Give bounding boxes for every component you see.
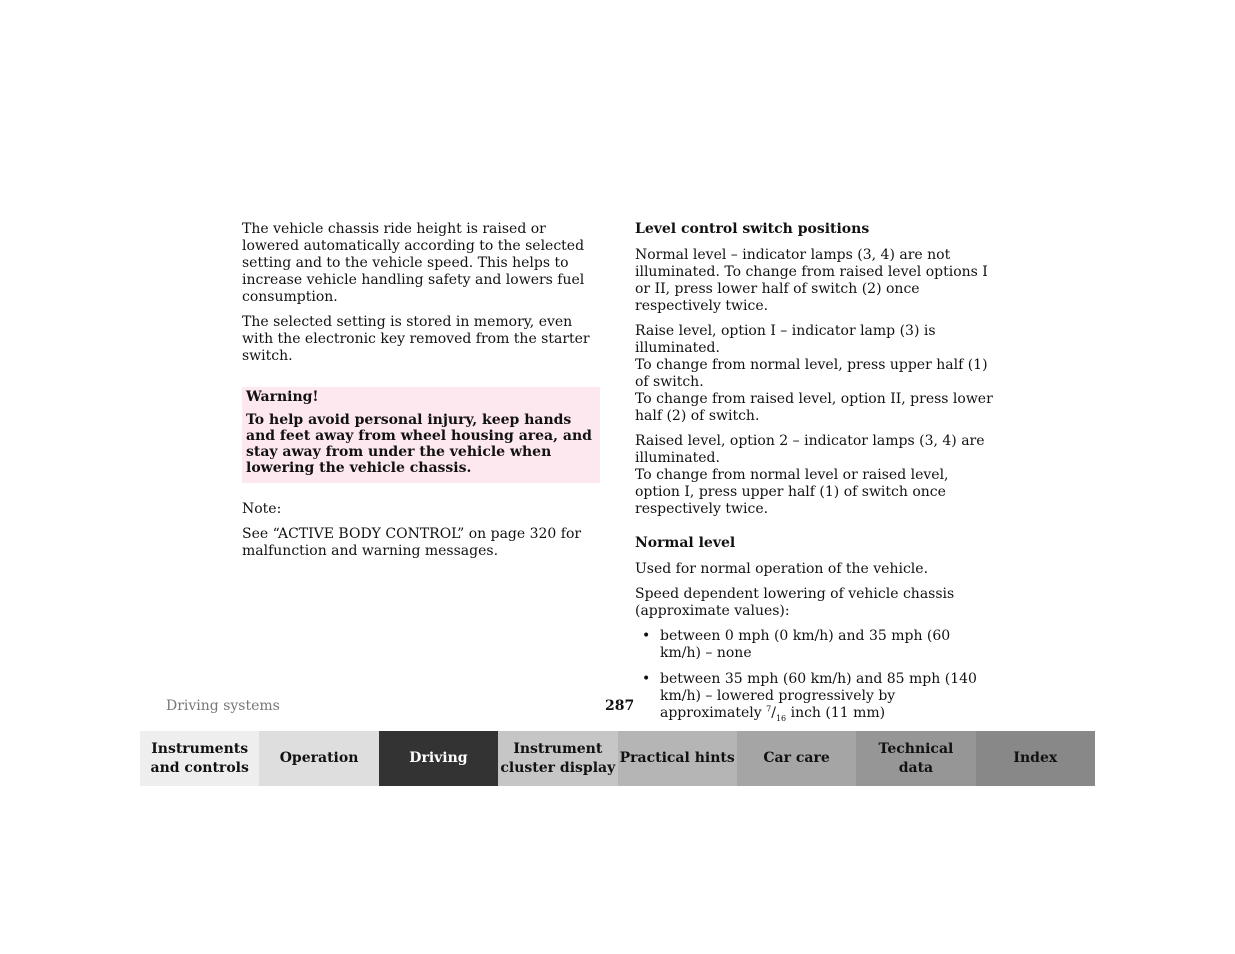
tab-driving[interactable]: Driving <box>379 731 498 786</box>
tab-index[interactable]: Index <box>976 731 1095 786</box>
switch-positions-heading: Level control switch positions <box>635 221 870 237</box>
fraction-slash: / <box>771 705 776 721</box>
raise-level-line-3: To change from raised level, option II, press lower half (2) of switch. <box>635 391 993 424</box>
memory-paragraph: The selected setting is stored in memory, even with the electronic key removed from the starter switch. <box>242 314 590 364</box>
right-column <box>635 221 995 731</box>
bullet-text-start: between 35 mph (60 km/h) and 85 mph (140 km/h) – lowered progressively by approximately <box>660 671 977 721</box>
normal-level-heading: Normal level <box>635 535 736 551</box>
fraction-numerator: 7 <box>766 704 772 714</box>
normal-use-paragraph: Used for normal operation of the vehicle. <box>635 561 929 577</box>
tab-operation[interactable]: Operation <box>259 731 378 786</box>
speed-intro-paragraph: Speed dependent lowering of vehicle chassis (approximate values): <box>635 586 955 619</box>
intro-paragraph: The vehicle chassis ride height is raised or lowered automatically according to the selected setting and to the vehicle speed. This helps to increase vehicle handling safety and lowers fuel consumption. <box>242 221 585 305</box>
fraction-denominator: 16 <box>775 713 787 723</box>
footer-section-title: Driving systems <box>166 698 280 714</box>
raise-level-line-1: Raise level, option I – indicator lamp (3) is illuminated. <box>635 323 936 356</box>
raise-level-paragraph <box>635 323 995 425</box>
left-column <box>242 221 604 568</box>
note-text: See “ACTIVE BODY CONTROL” on page 320 for malfunction and warning messages. <box>242 526 582 559</box>
tab-practical-hints[interactable]: Practical hints <box>618 731 737 786</box>
bullet-icon: • <box>642 671 651 687</box>
page-number: 287 <box>605 698 635 714</box>
bullet-icon: • <box>642 628 651 644</box>
warning-title: Warning! <box>246 389 319 405</box>
list-item <box>635 671 995 722</box>
raised-level-2-line-2: To change from normal level or raised level, option I, press upper half (1) of switch once respectively twice. <box>635 467 949 517</box>
warning-box <box>242 387 600 483</box>
tab-instrument-cluster-display[interactable]: Instrument cluster display <box>498 731 617 786</box>
note-label: Note: <box>242 501 282 517</box>
tab-car-care[interactable]: Car care <box>737 731 856 786</box>
bullet-text-end: inch (11 mm) <box>786 705 886 721</box>
tab-technical-data[interactable]: Technical data <box>856 731 975 786</box>
warning-body: To help avoid personal injury, keep hands and feet away from wheel housing area, and stay away from under the vehicle when lowering the vehicle chassis. <box>246 412 592 476</box>
list-item <box>635 628 995 662</box>
raise-level-line-2: To change from normal level, press upper half (1) of switch. <box>635 357 988 390</box>
speed-list <box>635 628 995 722</box>
normal-level-paragraph: Normal level – indicator lamps (3, 4) are not illuminated. To change from raised level options I or II, press lower half of switch (2) once respectively twice. <box>635 247 988 314</box>
raised-level-2-paragraph <box>635 433 995 518</box>
bullet-text: between 0 mph (0 km/h) and 35 mph (60 km/h) – none <box>660 628 951 661</box>
tab-instruments-and-controls[interactable]: Instruments and controls <box>140 731 259 786</box>
chapter-navigation <box>140 731 1095 786</box>
raised-level-2-line-1: Raised level, option 2 – indicator lamps (3, 4) are illuminated. <box>635 433 985 466</box>
